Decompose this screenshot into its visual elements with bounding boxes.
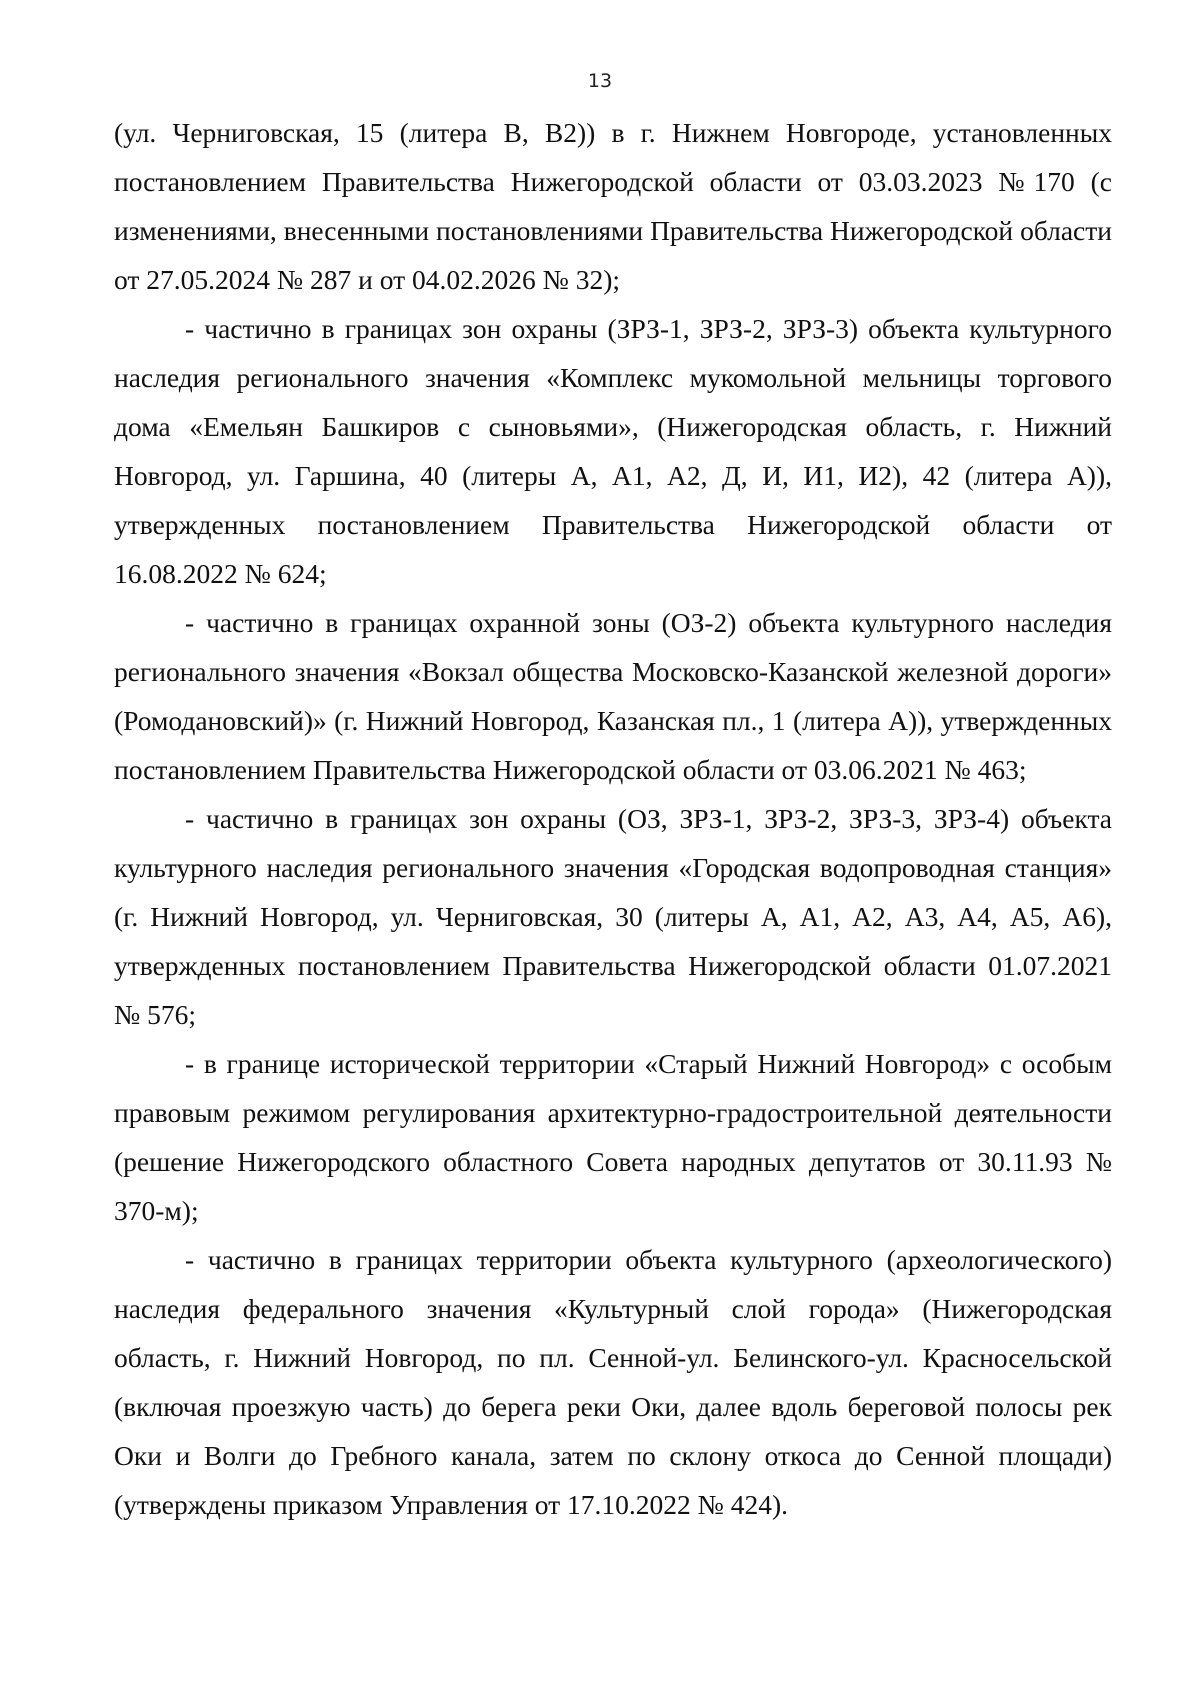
paragraph-railway-station: - частично в границах охранной зоны (ОЗ-2) объекта культурного наследия регионального значения «Вокзал общества Московско-Казанской железной дороги» (Ромодановский)» (г. Нижний Новгород, Казанская пл., 1 (литера А)), утвержденных постановлением Правительства Нижегородской области от 03.06.2021 № 463;: [114, 607, 1112, 785]
document-body: [114, 108, 1112, 1529]
paragraph-historic-territory: - в границе исторической территории «Старый Нижний Новгород» с особым правовым режимом регулирования архитектурно-градостроительной деятельности (решение Нижегородского областного Совета народных депутатов от 30.11.93 № 370-м);: [114, 1048, 1112, 1226]
paragraph-cultural-layer: - частично в границах территории объекта культурного (археологического) наследия федерального значения «Культурный слой города» (Нижегородская область, г. Нижний Новгород, по пл. Сенной-ул. Белинского-ул. Красносельской (включая проезжую часть) до берега реки Оки, далее вдоль береговой полосы рек Оки и Волги до Гребного канала, затем по склону откоса до Сенной площади) (утверждены приказом Управления от 17.10.2022 № 424).: [114, 1244, 1112, 1520]
paragraph-continuation: (ул. Черниговская, 15 (литера В, В2)) в г. Нижнем Новгороде, установленных постановлением Правительства Нижегородской области от 03.03.2023 №170 (с изменениями, внесенными постановлениями Правительства Нижегородской области от 27.05.2024 № 287 и от 04.02.2026 № 32);: [114, 117, 1112, 295]
paragraph-bashkirov-mill: - частично в границах зон охраны (ЗРЗ-1, ЗРЗ-2, ЗРЗ-3) объекта культурного наследия регионального значения «Комплекс мукомольной мельницы торгового дома «Емельян Башкиров с сыновьями», (Нижегородская область, г. Нижний Новгород, ул. Гаршина, 40 (литеры А, А1, А2, Д, И, И1, И2), 42 (литера А)), утвержденных постановлением Правительства Нижегородской области от 16.08.2022 № 624;: [114, 313, 1112, 589]
paragraph-water-station: - частично в границах зон охраны (ОЗ, ЗРЗ-1, ЗРЗ-2, ЗРЗ-3, ЗРЗ-4) объекта культурного наследия регионального значения «Городская водопроводная станция» (г. Нижний Новгород, ул. Черниговская, 30 (литеры А, А1, А2, А3, А4, А5, А6), утвержденных постановлением Правительства Нижегородской области 01.07.2021 № 576;: [114, 803, 1112, 1030]
page-number: 13: [587, 70, 613, 92]
